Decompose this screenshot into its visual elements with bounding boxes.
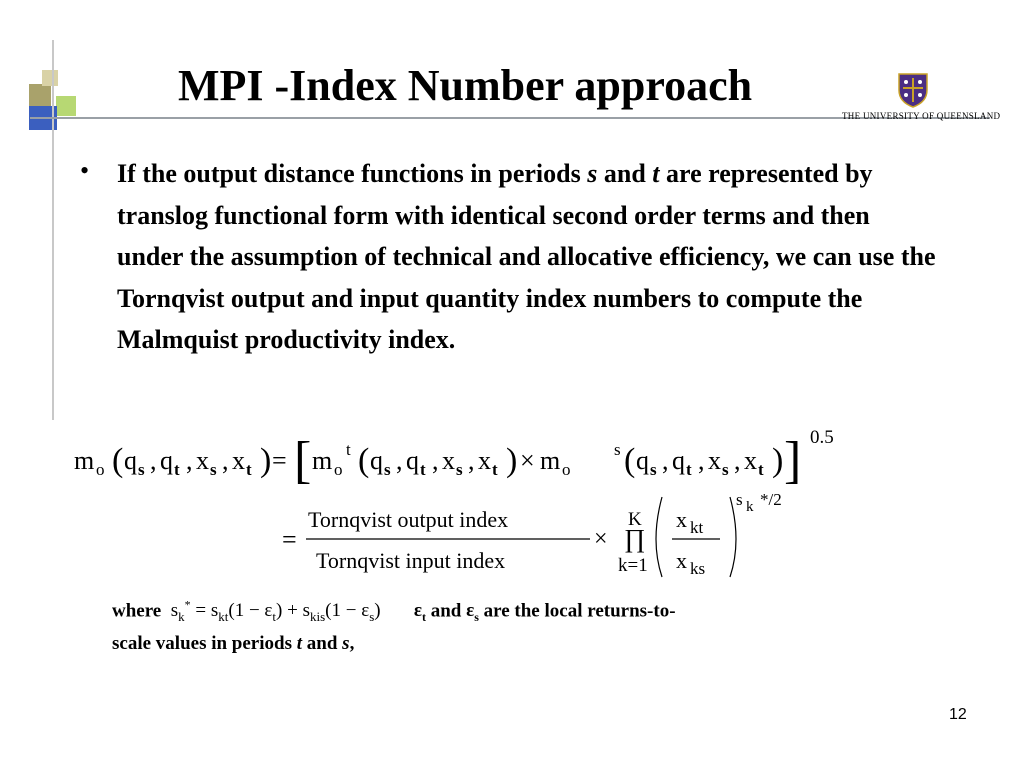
svg-text:q: q [124, 446, 137, 475]
product-icon: ∏ [624, 524, 646, 553]
svg-text:t: t [420, 460, 426, 479]
formula-line-1 [74, 427, 834, 489]
svg-text:s: s [138, 460, 145, 479]
svg-text:,: , [468, 446, 475, 475]
svg-text:,: , [662, 446, 669, 475]
svg-text:s: s [722, 460, 729, 479]
bullet-var-t: t [652, 159, 660, 188]
svg-text:kt: kt [690, 518, 704, 537]
bullet-text [117, 153, 937, 361]
deco-vertical-line [52, 40, 54, 420]
svg-text:,: , [432, 446, 439, 475]
bullet-var-s: s [587, 159, 598, 188]
deco-square-green [56, 96, 76, 116]
svg-text:t: t [174, 460, 180, 479]
svg-text:ks: ks [690, 559, 706, 578]
svg-text:o: o [334, 460, 343, 479]
svg-text:*/2: */2 [760, 490, 782, 509]
formula-times: × [520, 446, 535, 475]
svg-text:q: q [672, 446, 685, 475]
svg-text:s: s [456, 460, 463, 479]
svg-text:): ) [260, 442, 272, 479]
svg-text:x: x [478, 446, 491, 475]
formula-power: 0.5 [810, 427, 834, 448]
svg-text:t: t [686, 460, 692, 479]
formula-lhs-m: m [74, 446, 95, 475]
formula-line-2 [282, 490, 782, 578]
svg-text:m: m [540, 446, 561, 475]
svg-text:x: x [442, 446, 455, 475]
svg-text:x: x [676, 507, 687, 532]
svg-text:): ) [772, 442, 784, 479]
svg-text:k: k [746, 499, 754, 515]
svg-text:,: , [186, 446, 193, 475]
svg-text:x: x [232, 446, 245, 475]
svg-text:t: t [492, 460, 498, 479]
formula-prod-lower: k=1 [618, 555, 648, 576]
bullet-rest: represented by translog functional form with identical second order terms and then under the assumption of technical and allocative efficiency, we can use the Tornqvist output and input quantity index numbers to compute the Malmquist productivity index. [117, 159, 936, 354]
formula-paren-open: ( [112, 442, 124, 479]
svg-text:(: ( [624, 442, 636, 479]
svg-text:x: x [196, 446, 209, 475]
slide-title: MPI -Index Number approach [178, 61, 753, 110]
bullet-line1-b: and [597, 159, 653, 188]
svg-text:s: s [384, 460, 391, 479]
formula-numerator: Tornqvist output index [308, 507, 509, 532]
university-crest-icon [893, 72, 933, 108]
svg-text:x: x [744, 446, 757, 475]
svg-text:(: ( [358, 442, 370, 479]
malmquist-formula [60, 405, 960, 590]
deco-square-tan [42, 70, 58, 86]
page-number: 12 [949, 706, 967, 723]
svg-text:m: m [312, 446, 333, 475]
formula-lhs-o: o [96, 460, 105, 479]
svg-text:,: , [222, 446, 229, 475]
svg-text:,: , [734, 446, 741, 475]
formula-denominator: Tornqvist input index [316, 548, 506, 573]
svg-text:,: , [150, 446, 157, 475]
svg-text:s: s [736, 490, 743, 509]
svg-text:q: q [370, 446, 383, 475]
svg-text:x: x [708, 446, 721, 475]
svg-text:s: s [210, 460, 217, 479]
svg-text:s: s [650, 460, 657, 479]
where-desc-1: are the local returns-to- [478, 600, 676, 622]
svg-text:q: q [406, 446, 419, 475]
formula-equals: = [272, 446, 287, 475]
svg-text:t: t [246, 460, 252, 479]
bullet-line1-c: are [659, 159, 702, 188]
formula-sup-t: t [346, 440, 351, 459]
svg-text:o: o [562, 460, 571, 479]
svg-text:,: , [396, 446, 403, 475]
university-name: THE UNIVERSITY OF QUEENSLAND [842, 111, 1001, 121]
svg-text:t: t [758, 460, 764, 479]
where-label: where [112, 600, 162, 622]
where-eps-s: $\varepsilon_s$ [466, 600, 479, 625]
svg-text:,: , [698, 446, 705, 475]
formula-bracket-close: ] [784, 432, 802, 489]
svg-text:q: q [636, 446, 649, 475]
where-formula: $s_k^* = s_{kt}(1 - \varepsilon_t) + s_{kis}(1 - \varepsilon_s)$ [170, 598, 381, 625]
where-eps-t: $\varepsilon_t$ [413, 600, 426, 625]
svg-text:x: x [676, 548, 687, 573]
svg-text:q: q [160, 446, 173, 475]
formula-prod-upper: K [628, 509, 642, 530]
svg-text:): ) [506, 442, 518, 479]
svg-text:=: = [282, 525, 297, 554]
where-line: where $s_k^* = s_{kt}(1 - \varepsilon_t) + s_{kis}(1 - \varepsilon_s)$ $\varepsilon_t$ and $\varepsilon_s$ are the local returns-to- [112, 598, 676, 625]
formula-bracket-open: [ [294, 432, 312, 489]
svg-text:×: × [594, 526, 608, 552]
formula-sup-s: s [614, 440, 621, 459]
bullet-icon: • [80, 156, 90, 185]
where-line-2: scale values in periods t and s, [112, 633, 355, 654]
bullet-line1-a: If the output distance functions in periods [117, 159, 588, 188]
deco-square-olive [29, 84, 51, 106]
